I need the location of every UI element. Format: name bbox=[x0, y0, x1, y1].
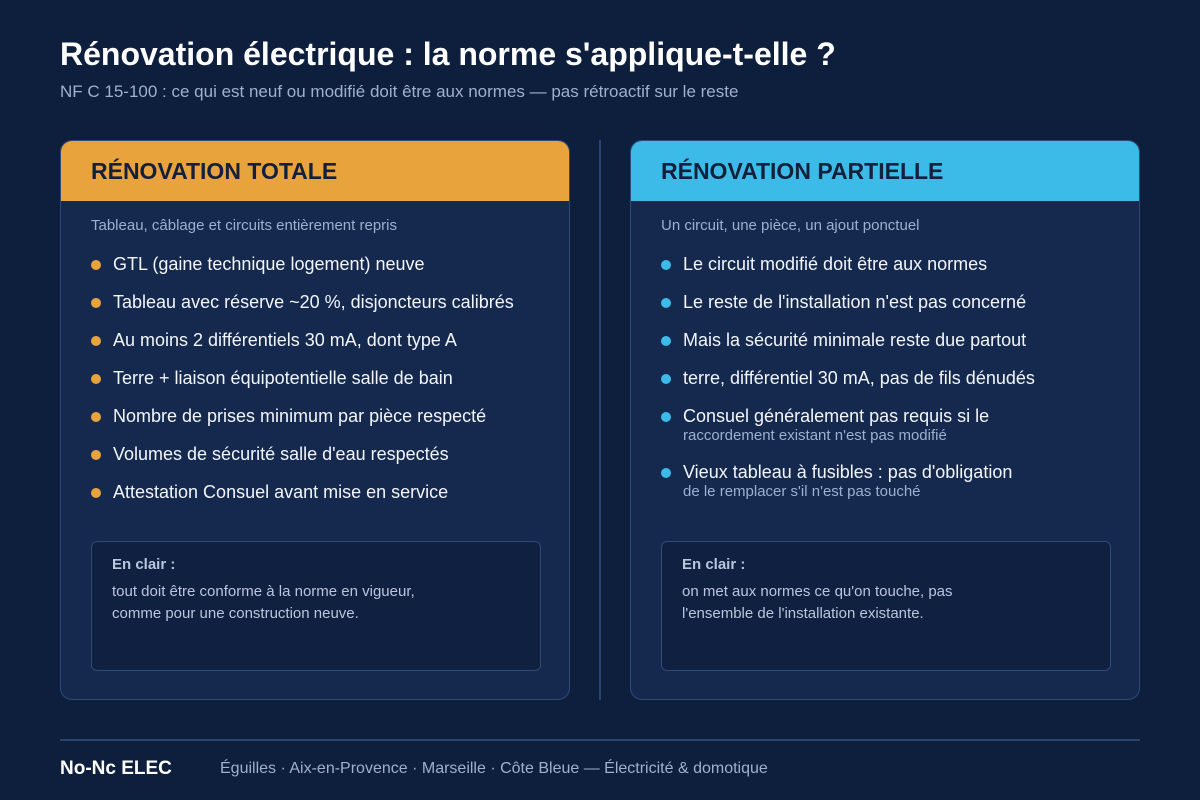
vertical-divider bbox=[599, 140, 601, 700]
footer-divider bbox=[60, 739, 1140, 741]
summary-line: comme pour une construction neuve. bbox=[112, 605, 359, 622]
list-item bbox=[91, 443, 449, 465]
list-item-text: Volumes de sécurité salle d'eau respectés bbox=[113, 444, 449, 464]
bullet-dot-icon bbox=[91, 412, 101, 422]
list-item bbox=[661, 329, 1026, 351]
list-item-text: Tableau avec réserve ~20 %, disjoncteurs calibrés bbox=[113, 292, 514, 312]
list-item bbox=[91, 367, 453, 389]
bullet-dot-icon bbox=[661, 260, 671, 270]
list-item bbox=[91, 291, 514, 313]
panel-title: RÉNOVATION PARTIELLE bbox=[631, 141, 1139, 201]
bullet-dot-icon bbox=[91, 298, 101, 308]
list-item-text: Nombre de prises minimum par pièce respecté bbox=[113, 406, 487, 426]
list-item bbox=[91, 481, 448, 503]
panel-intro: Tableau, câblage et circuits entièrement repris bbox=[91, 217, 397, 234]
list-item-text: Terre + liaison équipotentielle salle de bain bbox=[113, 368, 453, 388]
list-item-text: GTL (gaine technique logement) neuve bbox=[113, 254, 425, 274]
panel-title: RÉNOVATION TOTALE bbox=[61, 141, 569, 201]
bullet-dot-icon bbox=[91, 336, 101, 346]
list-item-text: Consuel généralement pas requis si le bbox=[683, 406, 990, 426]
list-item bbox=[91, 329, 457, 351]
summary-line: l'ensemble de l'installation existante. bbox=[682, 605, 924, 622]
list-item bbox=[91, 405, 486, 427]
bullet-dot-icon bbox=[91, 374, 101, 384]
bullet-dot-icon bbox=[661, 336, 671, 346]
bullet-dot-icon bbox=[91, 260, 101, 270]
list-item-subtext: raccordement existant n'est pas modifié bbox=[683, 427, 947, 444]
list-item bbox=[661, 367, 1035, 389]
summary-box bbox=[91, 541, 541, 671]
footer-text: Éguilles · Aix-en-Provence · Marseille · Côte Bleue — Électricité & domotique bbox=[220, 760, 768, 777]
bullet-dot-icon bbox=[661, 468, 671, 478]
summary-title: En clair : bbox=[112, 556, 176, 573]
list-item-text: Au moins 2 différentiels 30 mA, dont type A bbox=[113, 330, 457, 350]
bullet-dot-icon bbox=[91, 450, 101, 460]
bullet-dot-icon bbox=[661, 412, 671, 422]
summary-title: En clair : bbox=[682, 556, 746, 573]
list-item bbox=[661, 461, 1012, 501]
panel-renovation-totale bbox=[60, 140, 570, 700]
bullet-dot-icon bbox=[661, 298, 671, 308]
panel-renovation-partielle bbox=[630, 140, 1140, 700]
list-item bbox=[91, 253, 425, 275]
summary-line: tout doit être conforme à la norme en vigueur, bbox=[112, 583, 415, 600]
panel-intro: Un circuit, une pièce, un ajout ponctuel bbox=[661, 217, 920, 234]
list-item bbox=[661, 253, 987, 275]
list-item-subtext: de le remplacer s'il n'est pas touché bbox=[683, 483, 921, 500]
list-item-text: Le reste de l'installation n'est pas concerné bbox=[683, 292, 1027, 312]
summary-box bbox=[661, 541, 1111, 671]
list-item-text: Attestation Consuel avant mise en service bbox=[113, 482, 449, 502]
list-item bbox=[661, 291, 1026, 313]
page-title: Rénovation électrique : la norme s'applique-t-elle ? bbox=[60, 36, 836, 72]
list-item-text: Vieux tableau à fusibles : pas d'obligation bbox=[683, 462, 1013, 482]
bullet-dot-icon bbox=[661, 374, 671, 384]
brand-name: No-Nc ELEC bbox=[60, 758, 172, 779]
bullet-dot-icon bbox=[91, 488, 101, 498]
list-item bbox=[661, 405, 989, 445]
page-subtitle: NF C 15-100 : ce qui est neuf ou modifié doit être aux normes — pas rétroactif sur le reste bbox=[60, 82, 739, 101]
list-item-text: Mais la sécurité minimale reste due partout bbox=[683, 330, 1027, 350]
summary-line: on met aux normes ce qu'on touche, pas bbox=[682, 583, 953, 600]
list-item-text: Le circuit modifié doit être aux normes bbox=[683, 254, 988, 274]
list-item-text: terre, différentiel 30 mA, pas de fils dénudés bbox=[683, 368, 1035, 388]
